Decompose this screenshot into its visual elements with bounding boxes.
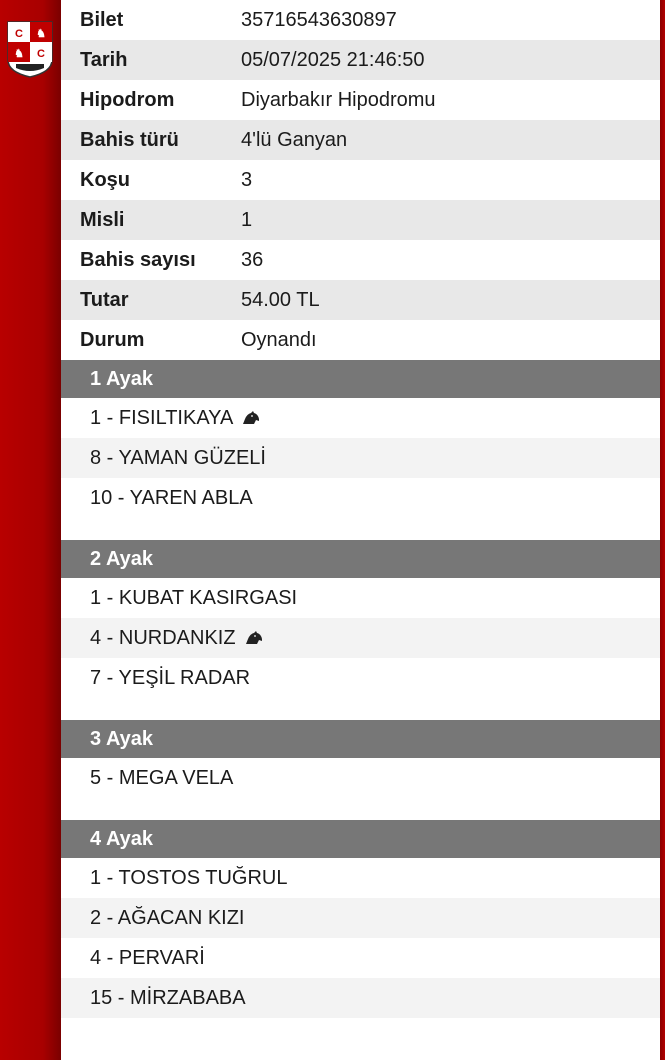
info-label: Misli [80,208,125,231]
info-label: Bahis türü [80,128,179,151]
svg-text:♞: ♞ [14,48,24,60]
horse-head-icon [245,631,263,645]
svg-text:C: C [37,48,45,60]
leg-section [61,360,660,540]
svg-text:C: C [15,28,23,40]
info-value: 4'lü Ganyan [241,128,348,151]
info-value: 3 [241,168,253,191]
info-value: Oynandı [241,328,317,351]
info-row-tutar [61,280,660,320]
horse-name: 4 - PERVARİ [90,946,205,969]
horse-name: 8 - YAMAN GÜZELİ [90,446,266,469]
info-label: Bahis sayısı [80,248,196,271]
horse-row [61,978,660,1018]
horse-row [61,658,660,698]
info-value: Diyarbakır Hipodromu [241,88,436,111]
info-row-tarih [61,40,660,80]
horse-name: 1 - FISILTIKAYA [90,406,234,429]
horse-row [61,578,660,618]
horse-row [61,858,660,898]
info-value: 1 [241,208,253,231]
leg-header: 2 Ayak [61,540,660,578]
right-edge [660,0,665,1060]
info-value: 35716543630897 [241,8,397,31]
info-label: Durum [80,328,145,351]
leg-section [61,720,660,820]
info-label: Tarih [80,48,128,71]
horse-row [61,618,660,658]
leg-header: 3 Ayak [61,720,660,758]
horse-name: 10 - YAREN ABLA [90,486,253,509]
info-row-misli [61,200,660,240]
leg-section [61,540,660,720]
horse-name: 2 - AĞACAN KIZI [90,906,245,929]
ticket-content [61,0,660,1018]
info-row-kosu [61,160,660,200]
horse-row [61,758,660,798]
horse-name: 7 - YEŞİL RADAR [90,666,251,689]
leg-header: 4 Ayak [61,820,660,858]
info-label: Tutar [80,288,129,311]
info-row-bahis-turu [61,120,660,160]
info-row-durum [61,320,660,360]
horse-head-icon [242,411,260,425]
ticket-info [61,0,660,360]
info-value: 54.00 TL [241,288,320,311]
sidebar [0,0,61,1060]
horse-row [61,938,660,978]
info-row-hipodrom [61,80,660,120]
horse-name: 1 - TOSTOS TUĞRUL [90,866,288,889]
info-label: Bilet [80,8,124,31]
horse-name: 15 - MİRZABABA [90,986,246,1009]
horse-name: 4 - NURDANKIZ [90,626,236,649]
info-label: Hipodrom [80,88,175,111]
horse-row [61,398,660,438]
info-row-bahis-sayisi [61,240,660,280]
svg-text:♞: ♞ [36,28,46,40]
info-label: Koşu [80,168,130,191]
leg-header: 1 Ayak [61,360,660,398]
horse-row [61,898,660,938]
horse-name: 5 - MEGA VELA [90,766,234,789]
club-logo [6,20,54,78]
info-value: 36 [241,248,264,271]
info-row-bilet [61,0,660,40]
horse-row [61,438,660,478]
leg-section [61,820,660,1018]
horse-row [61,478,660,518]
info-value: 05/07/2025 21:46:50 [241,48,425,71]
horse-name: 1 - KUBAT KASIRGASI [90,586,298,609]
